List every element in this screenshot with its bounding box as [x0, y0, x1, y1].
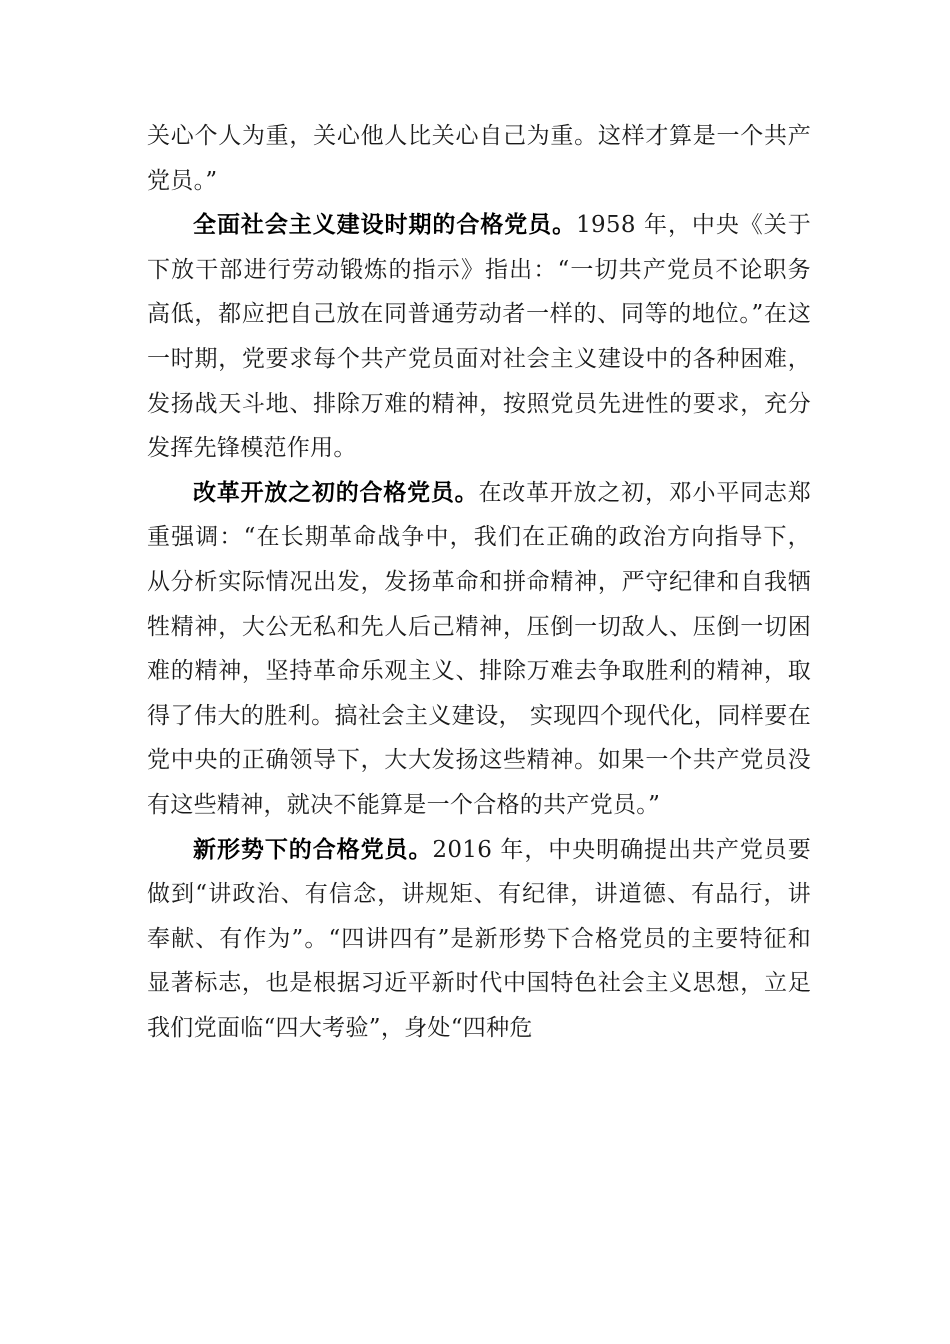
paragraph-4-heading: 新形势下的合格党员。	[193, 835, 433, 863]
paragraph-4	[147, 828, 811, 1051]
document-page	[147, 114, 811, 1050]
paragraph-4-text: 2016 年，中央明确提出共产党员要做到“讲政治、有信念，讲规矩、有纪律，讲道德、有品行，讲奉献、有作为”。“四讲四有”是新形势下合格党员的主要特征和显著标志，也是根据习近平新时代中国特色社会主义思想，立足我们党面临“四大考验”，身处“四种危	[147, 836, 812, 1041]
paragraph-2-text: 1958 年，中央《关于下放干部进行劳动锻炼的指示》指出：“一切共产党员不论职务高低，都应把自己放在同普通劳动者一样的、同等的地位。”在这一时期，党要求每个共产党员面对社会主义建设中的各种困难，发扬战天斗地、排除万难的精神，按照党员先进性的要求，充分发挥先锋模范作用。	[147, 212, 811, 462]
paragraph-1	[147, 114, 811, 203]
paragraph-3	[147, 471, 811, 828]
paragraph-2-heading: 全面社会主义建设时期的合格党员。	[193, 211, 577, 239]
paragraph-3-text: 在改革开放之初，邓小平同志郑重强调：“在长期革命战争中，我们在正确的政治方向指导下，从分析实际情况出发，发扬革命和拼命精神，严守纪律和自我牺牲精神，大公无私和先人后己精神，压倒一切敌人、压倒一切困难的精神，坚持革命乐观主义、排除万难去争取胜利的精神，取得了伟大的胜利。搞社会主义建设， 实现四个现代化，同样要在党中央的正确领导下，大大发扬这些精神。如果一个共产党员没有这些精神，就决不能算是一个合格的共产党员。”	[147, 479, 811, 818]
paragraph-3-heading: 改革开放之初的合格党员。	[193, 478, 479, 506]
paragraph-1-text: 关心个人为重，关心他人比关心自己为重。这样才算是一个共产党员。”	[147, 123, 811, 194]
paragraph-2	[147, 203, 811, 471]
